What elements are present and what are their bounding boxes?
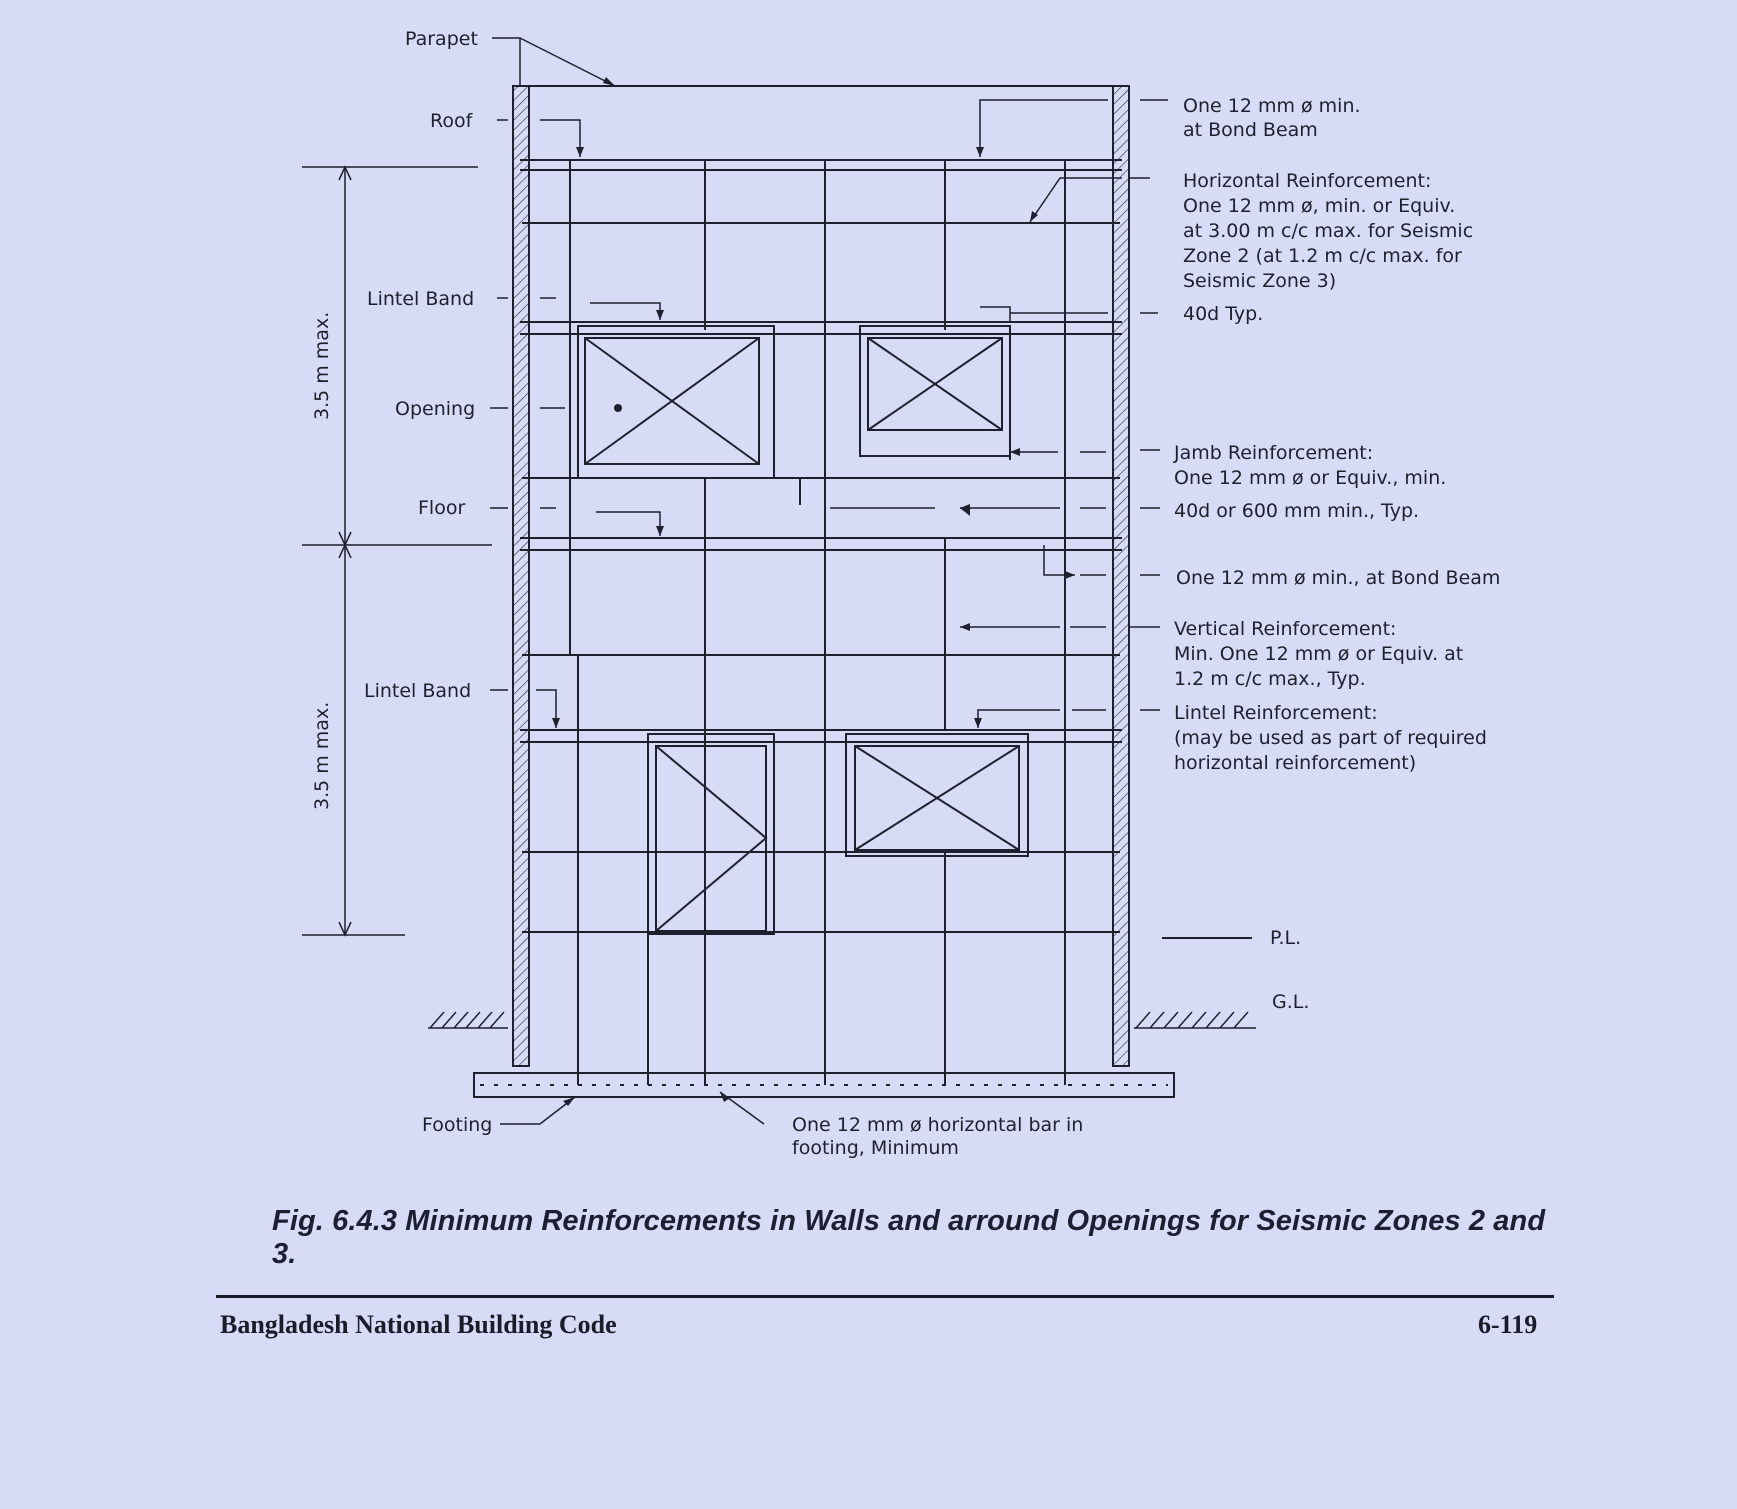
bond-beam-roof xyxy=(520,160,1122,170)
footer-rule xyxy=(216,1295,1554,1298)
opening-upper-right xyxy=(860,326,1010,456)
label-jamb-40d: 40d or 600 mm min., Typ. xyxy=(1174,500,1420,522)
label-height-lower: 3.5 m max. xyxy=(311,701,333,810)
label-roof: Roof xyxy=(430,110,473,132)
label-footing: Footing xyxy=(422,1114,493,1136)
label-vertical-reinforcement: Vertical Reinforcement: Min. One 12 mm ø or Equiv. at 1.2 m c/c max., Typ. xyxy=(1174,618,1464,690)
door-lower-left xyxy=(648,734,774,934)
label-gl: G.L. xyxy=(1272,991,1310,1013)
label-floor: Floor xyxy=(418,497,466,519)
vertical-reinforcement xyxy=(570,160,1065,1085)
label-opening: Opening xyxy=(395,398,476,420)
label-jamb-reinforcement: Jamb Reinforcement: One 12 mm ø or Equiv., min. xyxy=(1174,442,1447,489)
lintel-band-upper xyxy=(520,322,1122,334)
label-horizontal-reinforcement: Horizontal Reinforcement: One 12 mm ø, min. or Equiv. at 3.00 m c/c max. for Seismic Zone 2 (at 1.2 m c/c max. for Seismic Zone 3) xyxy=(1183,170,1474,292)
label-bond-beam-top: One 12 mm ø min. at Bond Beam xyxy=(1183,95,1361,141)
label-bond-beam-floor: One 12 mm ø min., at Bond Beam xyxy=(1176,567,1501,589)
left-wall xyxy=(513,86,529,1066)
ground-left xyxy=(428,1012,508,1028)
bond-beam-floor xyxy=(520,538,1122,550)
label-40d-typ: 40d Typ. xyxy=(1183,303,1264,325)
label-height-upper: 3.5 m max. xyxy=(311,311,333,420)
figure-caption: Fig. 6.4.3 Minimum Reinforcements in Walls and arround Openings for Seismic Zones 2 and 3. xyxy=(272,1205,1546,1270)
ground-right xyxy=(1134,1012,1256,1028)
label-lintel-band-upper: Lintel Band xyxy=(367,288,475,310)
opening-lower-right xyxy=(846,734,1028,856)
arrowheads xyxy=(552,77,1075,1106)
right-wall xyxy=(1113,86,1129,1066)
horizontal-reinforcement xyxy=(522,223,1120,932)
jamb-bar-left xyxy=(574,478,800,505)
lintel-band-lower xyxy=(520,730,1122,742)
label-lintel-reinforcement: Lintel Reinforcement: (may be used as part of required horizontal reinforcement) xyxy=(1174,702,1487,774)
label-parapet: Parapet xyxy=(405,28,478,50)
label-pl: P.L. xyxy=(1270,927,1302,949)
page-number: 6-119 xyxy=(1478,1310,1538,1339)
footer-title: Bangladesh National Building Code xyxy=(220,1310,617,1339)
label-lintel-band-lower: Lintel Band xyxy=(364,680,472,702)
label-footing-bar: One 12 mm ø horizontal bar in footing, Minimum xyxy=(792,1114,1084,1159)
opening-upper-left xyxy=(578,326,774,478)
leaders-left xyxy=(490,38,764,1124)
